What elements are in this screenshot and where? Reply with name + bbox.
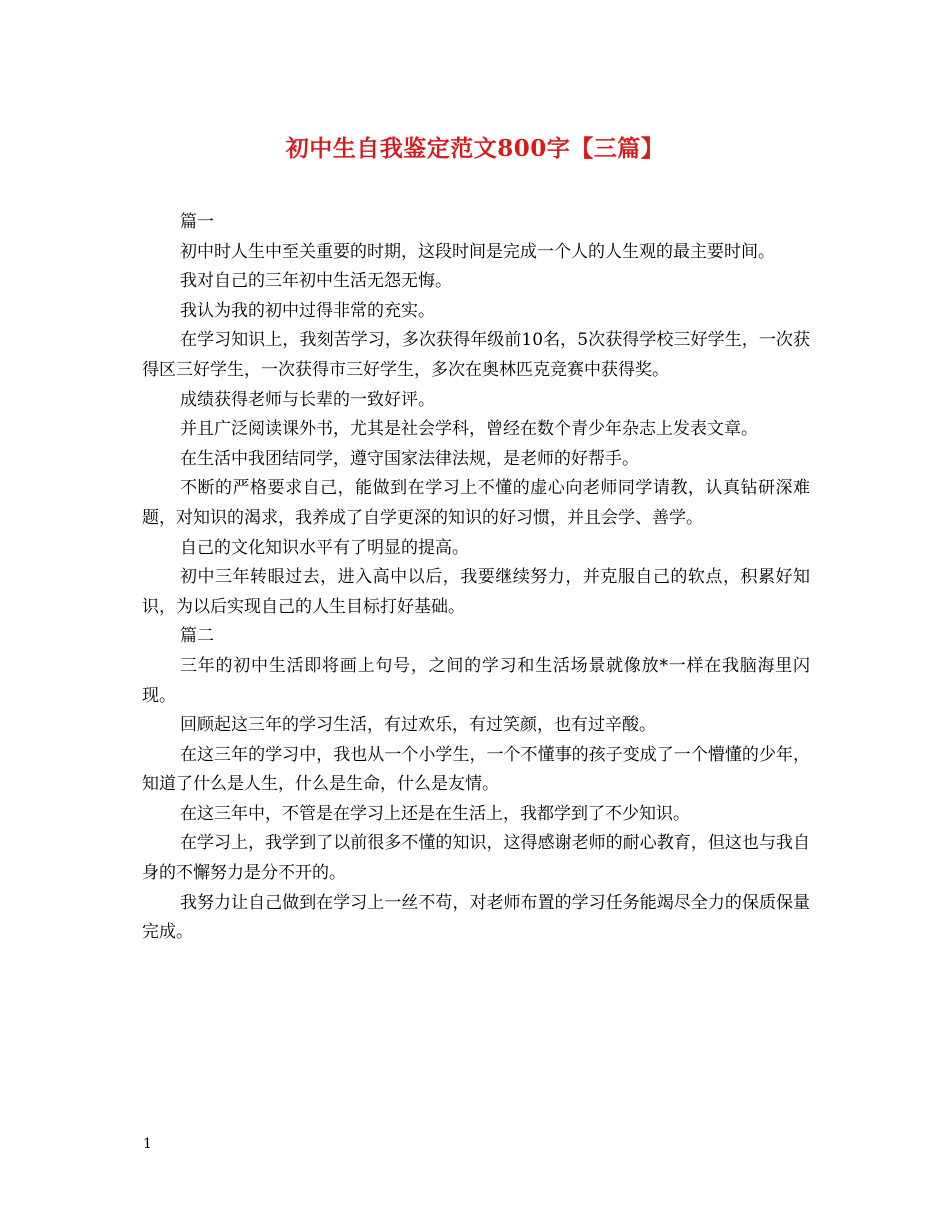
paragraph: 自己的文化知识水平有了明显的提高。 bbox=[180, 537, 469, 558]
paragraph: 不断的严格要求自己，能做到在学习上不懂的虚心向老师同学请教，认真钻研深难题，对知识的渴求，我养成了自学更深的知识的好习惯，并且会学、善学。 bbox=[142, 478, 810, 528]
paragraph: 我努力让自己做到在学习上一丝不苟，对老师布置的学习任务能竭尽全力的保质保量完成。 bbox=[142, 892, 810, 943]
paragraph: 在学习知识上，我刻苦学习，多次获得年级前10名，5次获得学校三好学生，一次获得区三好学生，一次获得市三好学生，多次在奥林匹克竞赛中获得奖。 bbox=[142, 330, 810, 380]
paragraph: 成绩获得老师与长辈的一致好评。 bbox=[180, 389, 435, 410]
document-title: 初中生自我鉴定范文800字【三篇】 bbox=[285, 135, 665, 162]
paragraph: 我对自己的三年初中生活无怨无悔。 bbox=[180, 271, 452, 292]
paragraph: 在生活中我团结同学，遵守国家法律法规，是老师的好帮手。 bbox=[180, 448, 639, 469]
section-heading-2: 篇二 bbox=[180, 626, 214, 647]
paragraph: 在这三年中，不管是在学习上还是在生活上，我都学到了不少知识。 bbox=[180, 803, 690, 824]
page-number: 1 bbox=[143, 1136, 152, 1152]
paragraph: 回顾起这三年的学习生活，有过欢乐，有过笑颜，也有过辛酸。 bbox=[180, 715, 656, 736]
paragraph: 并且广泛阅读课外书，尤其是社会学科，曾经在数个青少年杂志上发表文章。 bbox=[180, 419, 758, 440]
document-body bbox=[142, 208, 810, 948]
paragraph: 三年的初中生活即将画上句号，之间的学习和生活场景就像放*一样在我脑海里闪现。 bbox=[142, 655, 810, 706]
paragraph: 初中三年转眼过去，进入高中以后，我要继续努力，并克服自己的软点，积累好知识，为以后实现自己的人生目标打好基础。 bbox=[142, 567, 810, 617]
paragraph: 初中时人生中至关重要的时期，这段时间是完成一个人的人生观的最主要时间。 bbox=[180, 241, 775, 262]
paragraph: 在这三年的学习中，我也从一个小学生，一个不懂事的孩子变成了一个懵懂的少年，知道了什么是人生，什么是生命，什么是友情。 bbox=[142, 744, 810, 795]
paragraph: 我认为我的初中过得非常的充实。 bbox=[180, 300, 435, 321]
paragraph: 在学习上，我学到了以前很多不懂的知识，这得感谢老师的耐心教育，但这也与我自身的不懈努力是分不开的。 bbox=[142, 833, 810, 884]
section-heading-1: 篇一 bbox=[180, 212, 214, 232]
